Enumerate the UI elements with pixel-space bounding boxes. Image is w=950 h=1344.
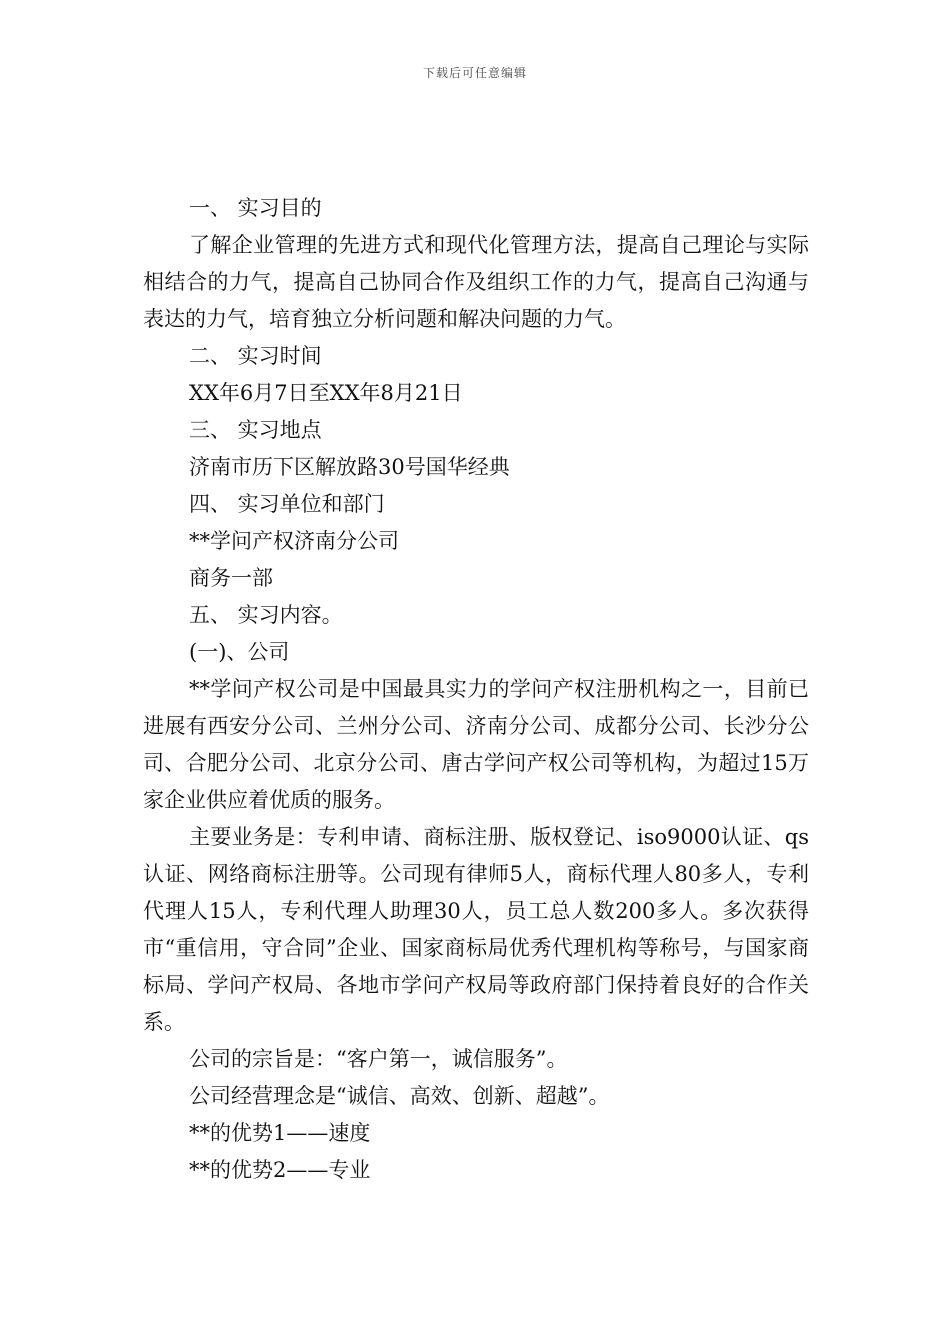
paragraph-unit-company: **学问产权济南分公司 <box>189 529 399 553</box>
section-heading-content: 五、 实习内容。 <box>189 603 343 627</box>
paragraph-main-business: 主要业务是：专利申请、商标注册、版权登记、iso9000认证、qs认证、网络商标注册等。公司现有律师5人，商标代理人80多人，专利代理人15人，专利代理人助理30人，员工总人数200多人。多次获得市“重信用，守合同”企业、国家商标局优秀代理机构等称号，与国家商标局、学问产权局、各地市学问产权局等政府部门保持着良好的合作关系。 <box>143 825 809 1034</box>
paragraph-purpose: 了解企业管理的先进方式和现代化管理方法，提高自己理论与实际相结合的力气，提高自己协同合作及组织工作的力气，提高自己沟通与表达的力气，培育独立分析问题和解决问题的力气。 <box>143 233 809 331</box>
page-header-note: 下载后可任意编辑 <box>422 66 527 80</box>
paragraph-advantage-2: **的优势2——专业 <box>189 1158 371 1182</box>
paragraph-philosophy: 公司经营理念是“诚信、高效、创新、超越”。 <box>189 1084 610 1108</box>
section-heading-purpose: 一、 实习目的 <box>189 196 322 220</box>
paragraph-time: XX年6月7日至XX年8月21日 <box>189 381 463 405</box>
paragraph-location: 济南市历下区解放路30号国华经典 <box>189 455 510 479</box>
subsection-heading-company: (一)、公司 <box>189 640 290 664</box>
paragraph-advantage-1: **的优势1——速度 <box>189 1121 371 1145</box>
document-body <box>143 190 809 1189</box>
paragraph-unit-department: 商务一部 <box>189 566 273 590</box>
paragraph-tenet: 公司的宗旨是：“客户第一，诚信服务”。 <box>189 1047 568 1071</box>
section-heading-unit: 四、 实习单位和部门 <box>189 492 385 516</box>
section-heading-location: 三、 实习地点 <box>189 418 322 442</box>
paragraph-company-intro: **学问产权公司是中国最具实力的学问产权注册机构之一，目前已进展有西安分公司、兰州分公司、济南分公司、成都分公司、长沙分公司、合肥分公司、北京分公司、唐古学问产权公司等机构，为超过15万家企业供应着优质的服务。 <box>143 677 809 812</box>
section-heading-time: 二、 实习时间 <box>189 344 322 368</box>
